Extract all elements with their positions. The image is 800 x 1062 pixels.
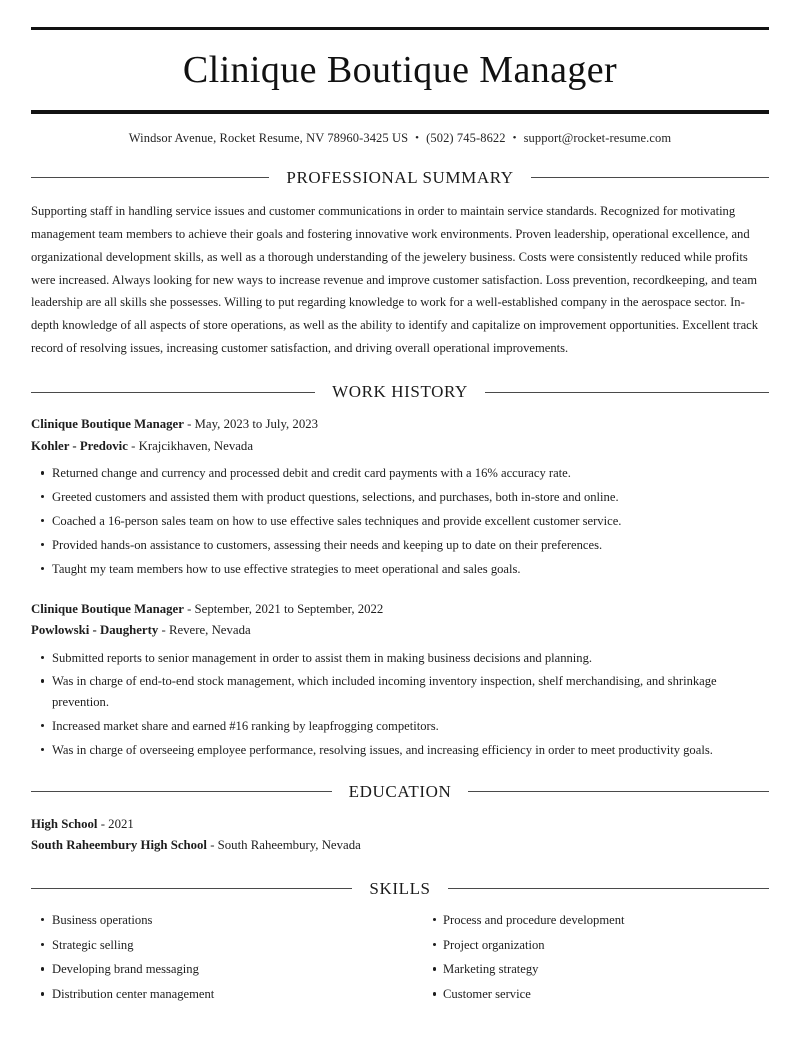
section-title-education: EDUCATION: [348, 781, 452, 801]
page-title: Clinique Boutique Manager: [182, 49, 618, 91]
section-title-work-history: WORK HISTORY: [332, 382, 468, 402]
section-rule-right: [485, 392, 769, 393]
list-item: Was in charge of overseeing employee performance, resolving issues, and increasing efficiency in order to meet productivity goals.: [31, 740, 769, 760]
dash: -: [210, 838, 215, 853]
graduation-year: 2021: [108, 816, 134, 831]
job-dates: September, 2021 to September, 2022: [194, 601, 384, 616]
job-title: Clinique Boutique Manager: [31, 601, 184, 616]
job-dates: May, 2023 to July, 2023: [194, 417, 319, 432]
dash: -: [187, 417, 192, 432]
section-title-summary: PROFESSIONAL SUMMARY: [286, 167, 514, 187]
work-entry-company-line: [31, 620, 769, 641]
section-rule-right: [468, 791, 769, 792]
list-item: Submitted reports to senior management in order to assist them in making business decisions and planning.: [31, 648, 769, 668]
job-location: Krajcikhaven, Nevada: [138, 438, 253, 453]
company-name: Powlowski - Daugherty: [31, 623, 159, 638]
work-entry-company-line: [31, 436, 769, 457]
skills-column-left: [31, 911, 400, 1010]
list-item: Process and procedure development: [423, 911, 769, 929]
list-item: Taught my team members how to use effective strategies to meet operational and sales goals.: [31, 559, 769, 579]
list-item: Marketing strategy: [423, 960, 769, 978]
resume-page: [0, 27, 800, 1062]
contact-separator-2: •: [512, 131, 517, 144]
list-item: Strategic selling: [31, 936, 400, 954]
list-item: Developing brand messaging: [31, 960, 400, 978]
contact-phone[interactable]: (502) 745-8622: [426, 130, 506, 145]
job-title: Clinique Boutique Manager: [31, 417, 184, 432]
section-rule-right: [531, 177, 769, 178]
contact-line: [31, 131, 769, 146]
dash: -: [100, 816, 105, 831]
section-header-summary: [31, 168, 769, 188]
contact-address: Windsor Avenue, Rocket Resume, NV 78960-3425 US: [128, 130, 409, 145]
work-entry-title-line: [31, 414, 769, 435]
section-rule-left: [31, 392, 315, 393]
section-header-work-history: [31, 382, 769, 402]
summary-paragraph: Supporting staff in handling service issues and customer communications in order to maintain service standards. Recognized for motivating management team members to achieve their goals and fostering innovative work environments. Proven leadership, operational excellence, and organizational development skills, as well as a thorough understanding of the jewelery business. Costs were consistently reduced while profits were increased. Always looking for new ways to increase revenue and improve customer satisfaction. Loss prevention, recordkeeping, and team leadership are all skills she possesses. Willing to put regarding knowledge to work for a well-established company in the aerospace sector. In-depth knowledge of all aspects of store operations, as well as the ability to identify and capitalize on improvement opportunities. Excellent track record of resolving issues, increasing customer satisfaction, and driving overall operational improvements.: [31, 203, 759, 356]
work-entry: [31, 414, 769, 579]
school-name: South Raheembury High School: [31, 838, 207, 853]
school-location: South Raheembury, Nevada: [217, 838, 361, 853]
list-item: Returned change and currency and processed debit and credit card payments with a 16% accuracy rate.: [31, 463, 769, 483]
job-location: Revere, Nevada: [168, 623, 251, 638]
contact-email[interactable]: support@rocket-resume.com: [523, 130, 672, 145]
skills-column-right: [400, 911, 769, 1010]
section-rule-left: [31, 177, 269, 178]
list-item: Coached a 16-person sales team on how to use effective sales techniques and provide excellent customer service.: [31, 511, 769, 531]
header-bottom-rule: [31, 110, 769, 114]
dash: -: [161, 623, 166, 638]
contact-separator-1: •: [415, 131, 420, 144]
list-item: Greeted customers and assisted them with product questions, selections, and purchases, both in-store and online.: [31, 487, 769, 507]
section-title-skills: SKILLS: [369, 878, 431, 898]
list-item: Customer service: [423, 985, 769, 1003]
skills-columns: [31, 911, 769, 1010]
header-top-rule: [31, 27, 769, 30]
dash: -: [187, 601, 192, 616]
work-bullet-list: [31, 648, 769, 760]
section-header-education: [31, 782, 769, 802]
skills-list-right: [423, 911, 769, 1004]
list-item: Increased market share and earned #16 ranking by leapfrogging competitors.: [31, 716, 769, 736]
list-item: Project organization: [423, 936, 769, 954]
section-rule-right: [448, 888, 769, 889]
list-item: Distribution center management: [31, 985, 400, 1003]
education-school-line: [31, 835, 769, 856]
skills-list-left: [31, 911, 400, 1004]
list-item: Provided hands-on assistance to customers, assessing their needs and keeping up to date on their preferences.: [31, 535, 769, 555]
work-bullet-list: [31, 463, 769, 579]
degree-name: High School: [31, 816, 98, 831]
education-degree-line: [31, 814, 769, 835]
section-rule-left: [31, 888, 352, 889]
dash: -: [131, 438, 136, 453]
list-item: Business operations: [31, 911, 400, 929]
section-rule-left: [31, 791, 332, 792]
company-name: Kohler - Predovic: [31, 438, 128, 453]
work-entry: [31, 599, 769, 760]
list-item: Was in charge of end-to-end stock management, which included incoming inventory inspection, shelf merchandising, and shrinkage prevention.: [31, 671, 769, 712]
education-entry: [31, 814, 769, 857]
work-entry-title-line: [31, 599, 769, 620]
section-header-skills: [31, 879, 769, 899]
entry-spacer: [31, 583, 769, 597]
